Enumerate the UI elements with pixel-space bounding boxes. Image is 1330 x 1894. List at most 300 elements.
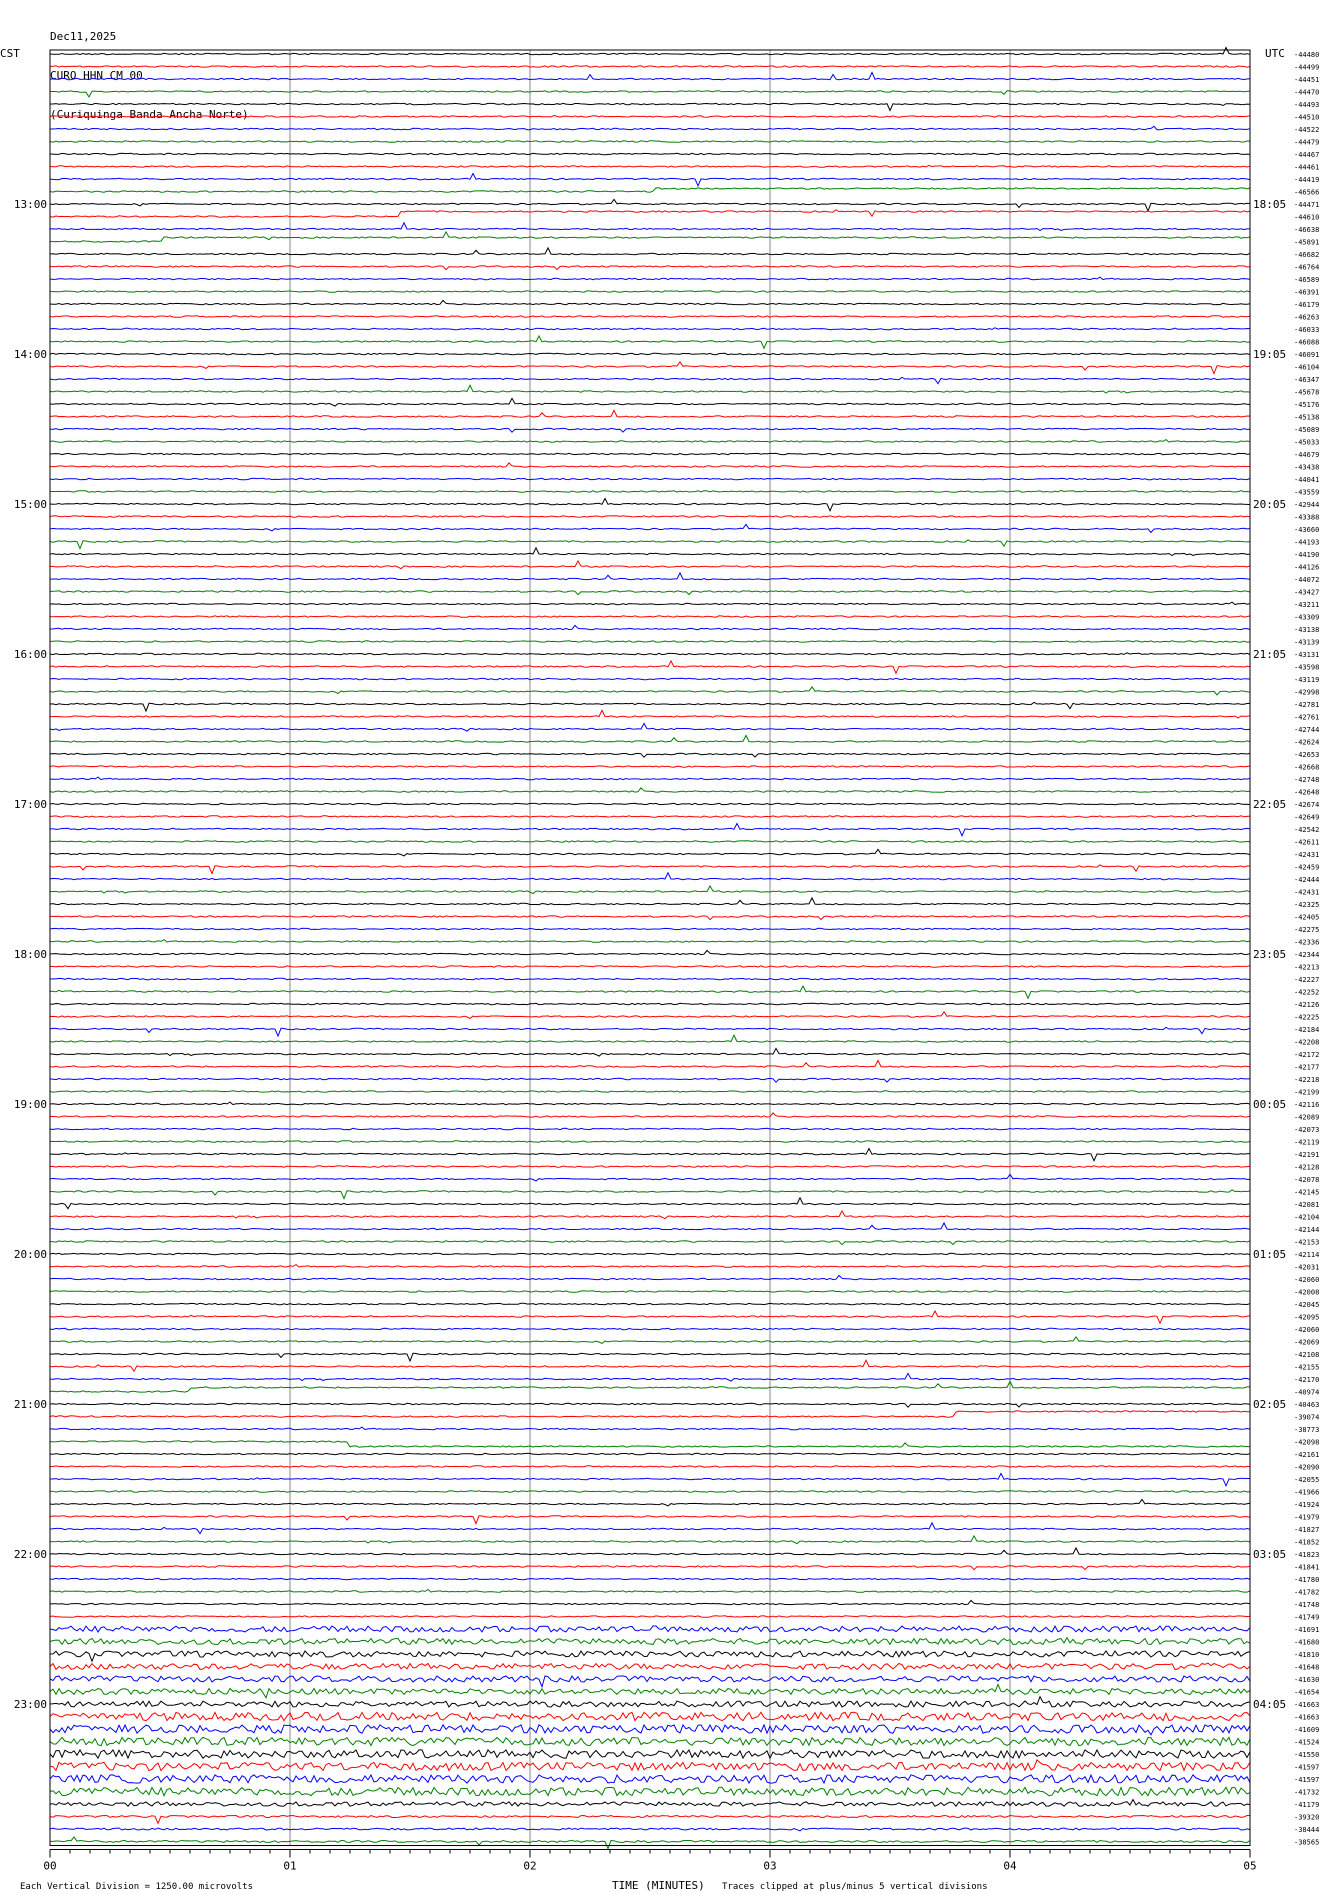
trace-offset-label: -42649 [1294,813,1320,822]
trace-line [50,1474,1250,1486]
trace-line [50,1253,1250,1254]
trace-line [50,1373,1250,1381]
trace-offset-label: -42119 [1294,1138,1320,1147]
trace-line [50,1265,1250,1268]
right-time-label: 03:05 [1253,1548,1287,1561]
trace-line [50,661,1250,673]
trace-offset-label: -40974 [1294,1388,1320,1397]
trace-offset-label: -43559 [1294,488,1320,497]
trace-line [50,174,1250,186]
trace-offset-label: -42252 [1294,988,1320,997]
trace-offset-label: -42444 [1294,876,1320,884]
trace-line [50,1590,1250,1593]
trace-line [50,428,1250,432]
trace-offset-label: -42108 [1294,1351,1320,1359]
trace-line [50,653,1250,655]
trace-offset-label: -42405 [1294,913,1320,922]
trace-offset-label: -42090 [1294,1463,1320,1472]
trace-offset-label: -42648 [1294,788,1320,797]
trace-line [50,966,1250,967]
trace-offset-label: -45033 [1294,438,1320,447]
left-time-label: 23:00 [13,1698,47,1711]
trace-offset-label: -42325 [1294,901,1320,909]
trace-line [50,788,1250,792]
trace-offset-label: -46033 [1294,326,1320,334]
trace-line [50,540,1250,549]
trace-line [50,1775,1250,1783]
trace-offset-label: -43211 [1294,601,1320,609]
station-code: CURO HHN CM 00 [50,69,143,82]
trace-offset-label: -41780 [1294,1576,1320,1584]
trace-line [50,625,1250,629]
trace-line [50,1141,1250,1142]
trace-line [50,1760,1250,1771]
trace-offset-label: -42177 [1294,1063,1320,1072]
trace-line [50,1174,1250,1181]
trace-offset-label: -42144 [1294,1226,1320,1234]
trace-line [50,1003,1250,1004]
trace-offset-label: -42098 [1294,1438,1320,1447]
trace-line [50,1149,1250,1161]
trace-line [50,1078,1250,1082]
trace-line [50,849,1250,856]
chart-date: Dec11,2025 [50,30,117,43]
trace-line [50,1166,1250,1167]
trace-offset-label: -43598 [1294,663,1320,672]
trace-line [50,328,1250,330]
trace-line [50,1190,1250,1199]
trace-offset-label: -42653 [1294,751,1320,759]
trace-line [50,478,1250,479]
trace-offset-label: -44479 [1294,138,1320,147]
trace-offset-label: -42078 [1294,1176,1320,1184]
trace-line [50,1291,1250,1292]
trace-offset-label: -44190 [1294,551,1320,559]
trace-offset-label: -46566 [1294,188,1320,197]
trace-line [50,1381,1250,1392]
trace-offset-label: -43139 [1294,638,1320,647]
x-tick-label: 03 [763,1859,777,1873]
trace-offset-label: -42459 [1294,863,1320,872]
trace-line [50,499,1250,511]
trace-line [50,91,1250,97]
trace-line [50,986,1250,998]
trace-line [50,1816,1250,1824]
trace-offset-label: -44470 [1294,88,1320,97]
trace-line [50,1060,1250,1067]
trace-offset-label: -46347 [1294,376,1320,384]
trace-offset-label: -42199 [1294,1088,1320,1097]
trace-offset-label: -42045 [1294,1301,1320,1309]
trace-line [50,548,1250,556]
trace-line [50,1737,1250,1745]
trace-line [50,710,1250,718]
trace-offset-label: -42744 [1294,726,1320,734]
trace-line [50,385,1250,393]
trace-line [50,353,1250,354]
trace-line [50,1128,1250,1129]
trace-offset-label: -42170 [1294,1376,1320,1384]
trace-offset-label: -45678 [1294,388,1320,397]
trace-offset-label: -45138 [1294,413,1320,422]
trace-line [50,1663,1250,1669]
trace-line [50,210,1250,217]
trace-offset-label: -42095 [1294,1313,1320,1322]
trace-offset-label: -42073 [1294,1126,1320,1134]
trace-line [50,1837,1250,1849]
trace-offset-label: -41609 [1294,1726,1320,1734]
trace-offset-label: -38444 [1294,1826,1320,1834]
trace-line [50,928,1250,929]
trace-offset-label: -42336 [1294,938,1320,947]
trace-line [50,1453,1250,1454]
trace-offset-label: -46104 [1294,363,1320,372]
trace-line [50,815,1250,817]
x-tick-label: 00 [43,1859,57,1873]
trace-offset-label: -44461 [1294,163,1320,172]
trace-line [50,266,1250,270]
trace-offset-label: -44451 [1294,76,1320,84]
trace-offset-label: -42116 [1294,1101,1320,1109]
trace-offset-label: -44072 [1294,576,1320,584]
left-time-label: 15:00 [13,498,47,511]
trace-line [50,561,1250,569]
trace-line [50,865,1250,874]
trace-offset-label: -41524 [1294,1738,1320,1747]
trace-offset-label: -44419 [1294,176,1320,184]
trace-line [50,687,1250,695]
trace-offset-label: -41841 [1294,1563,1320,1572]
trace-line [50,103,1250,110]
trace-line [50,1499,1250,1506]
trace-line [50,1427,1250,1430]
right-timezone-label: UTC [1265,47,1285,60]
trace-line [50,1750,1250,1758]
trace-line [50,824,1250,836]
trace-line [50,316,1250,317]
trace-line [50,165,1250,167]
trace-offset-label: -44499 [1294,63,1320,72]
trace-line [50,940,1250,943]
trace-offset-label: -42089 [1294,1113,1320,1122]
trace-offset-label: -42153 [1294,1238,1320,1247]
trace-line [50,1241,1250,1245]
trace-line [50,248,1250,255]
trace-offset-label: -42114 [1294,1251,1320,1259]
left-time-label: 22:00 [13,1548,47,1561]
trace-line [50,1403,1250,1407]
trace-line [50,1638,1250,1645]
trace-line [50,1337,1250,1344]
trace-offset-label: -43427 [1294,588,1320,597]
trace-offset-label: -42225 [1294,1013,1320,1022]
trace-offset-label: -41782 [1294,1588,1320,1597]
trace-offset-label: -44493 [1294,101,1320,109]
trace-line [50,1353,1250,1361]
trace-line [50,602,1250,605]
trace-line [50,1523,1250,1534]
x-axis-title: TIME (MINUTES) [612,1879,705,1892]
right-time-label: 23:05 [1253,948,1287,961]
trace-offset-label: -40463 [1294,1401,1320,1409]
trace-offset-label: -41852 [1294,1538,1320,1547]
right-time-label: 22:05 [1253,798,1287,811]
right-time-label: 01:05 [1253,1248,1287,1261]
trace-offset-label: -44679 [1294,451,1320,459]
trace-line [50,1548,1250,1555]
trace-group [50,48,1250,1849]
trace-line [50,1697,1250,1707]
trace-offset-label: -42998 [1294,688,1320,697]
trace-line [50,199,1250,211]
trace-line [50,291,1250,292]
trace-line [50,141,1250,142]
trace-offset-label: -41630 [1294,1676,1320,1684]
right-time-label: 20:05 [1253,498,1287,511]
trace-line [50,490,1250,492]
trace-offset-label: -41691 [1294,1626,1320,1634]
trace-offset-label: -41663 [1294,1701,1320,1709]
trace-line [50,1684,1250,1697]
right-time-label: 18:05 [1253,198,1287,211]
trace-offset-label: -41550 [1294,1751,1320,1759]
left-time-label: 20:00 [13,1248,47,1261]
trace-line [50,453,1250,454]
x-tick-label: 02 [523,1859,537,1873]
trace-offset-label: -44126 [1294,563,1320,572]
trace-offset-label: -42161 [1294,1451,1320,1459]
trace-offset-label: -46088 [1294,338,1320,347]
trace-offset-label: -42172 [1294,1051,1320,1059]
trace-line [50,1651,1250,1661]
trace-line [50,898,1250,905]
trace-line [50,1441,1250,1447]
trace-offset-label: -42944 [1294,501,1320,509]
trace-offset-label: -42145 [1294,1188,1320,1197]
trace-line [50,1536,1250,1544]
trace-offset-label: -42748 [1294,776,1320,784]
trace-line [50,1411,1250,1417]
trace-offset-label: -42431 [1294,888,1320,897]
trace-offset-label: -42128 [1294,1163,1320,1172]
trace-line [50,591,1250,595]
trace-offset-label: -42126 [1294,1001,1320,1009]
trace-offset-label: -42184 [1294,1026,1320,1034]
trace-offset-label: -46682 [1294,251,1320,259]
trace-offset-label: -42060 [1294,1276,1320,1284]
trace-offset-label: -41749 [1294,1613,1320,1622]
left-time-label: 18:00 [13,948,47,961]
trace-line [50,377,1250,383]
trace-line [50,1328,1250,1329]
trace-line [50,1566,1250,1570]
trace-line [50,232,1250,242]
trace-offset-label: -45891 [1294,238,1320,247]
trace-offset-label: -45176 [1294,401,1320,409]
trace-line [50,766,1250,767]
trace-offset-label: -39074 [1294,1413,1320,1422]
trace-line [50,1616,1250,1617]
trace-offset-label: -44193 [1294,538,1320,547]
right-time-label: 19:05 [1253,348,1287,361]
trace-line [50,223,1250,231]
trace-offset-label: -41179 [1294,1801,1320,1809]
trace-offset-label: -41979 [1294,1513,1320,1522]
left-time-label: 21:00 [13,1398,47,1411]
trace-offset-label: -42155 [1294,1363,1320,1372]
trace-offset-label: -42191 [1294,1151,1320,1159]
trace-line [50,66,1250,67]
trace-offset-label: -44480 [1294,51,1320,59]
trace-line [50,1035,1250,1042]
trace-offset-label: -44471 [1294,201,1320,209]
trace-offset-label: -41732 [1294,1788,1320,1797]
trace-offset-label: -41748 [1294,1601,1320,1609]
trace-line [50,1491,1250,1492]
trace-offset-label: -41827 [1294,1526,1320,1534]
trace-offset-label: -42213 [1294,963,1320,972]
trace-line [50,1303,1250,1304]
trace-offset-label: -42624 [1294,738,1320,747]
trace-offset-label: -42060 [1294,1326,1320,1334]
trace-line [50,1712,1250,1720]
trace-offset-label: -46091 [1294,351,1320,359]
left-time-label: 17:00 [13,798,47,811]
trace-line [50,463,1250,467]
trace-offset-label: -41663 [1294,1713,1320,1722]
trace-offset-label: -41966 [1294,1488,1320,1497]
trace-line [50,1275,1250,1279]
trace-offset-label: -43388 [1294,513,1320,522]
trace-line [50,1828,1250,1831]
trace-line [50,516,1250,517]
trace-offset-label: -42668 [1294,763,1320,772]
trace-line [50,115,1250,117]
right-time-label: 00:05 [1253,1098,1287,1111]
trace-line [50,886,1250,894]
trace-line [50,72,1250,79]
trace-line [50,1360,1250,1371]
trace-offset-label: -44610 [1294,213,1320,222]
trace-offset-label: -42208 [1294,1038,1320,1047]
trace-line [50,678,1250,679]
trace-line [50,362,1250,374]
trace-offset-label: -42674 [1294,801,1320,809]
trace-offset-label: -42761 [1294,713,1320,722]
left-time-label: 14:00 [13,348,47,361]
right-time-label: 04:05 [1253,1698,1287,1711]
trace-offset-label: -41597 [1294,1763,1320,1772]
trace-line [50,978,1250,979]
trace-line [50,1012,1250,1019]
grid-lines [290,50,1010,1846]
trace-offset-label: -42081 [1294,1201,1320,1209]
trace-line [50,1725,1250,1735]
x-tick-label: 04 [1003,1859,1017,1873]
trace-line [50,126,1250,129]
trace-offset-label: -42275 [1294,926,1320,934]
trace-offset-label: -41648 [1294,1663,1320,1672]
trace-offset-label: -42055 [1294,1476,1320,1484]
trace-offset-label: -44041 [1294,476,1320,484]
trace-offset-label: -41680 [1294,1638,1320,1647]
trace-line [50,1048,1250,1056]
trace-offset-label: -39320 [1294,1813,1320,1822]
trace-offset-label: -46391 [1294,288,1320,297]
trace-line [50,1113,1250,1117]
trace-line [50,48,1250,55]
trace-offset-label: -42781 [1294,701,1320,709]
trace-offset-label: -41924 [1294,1501,1320,1509]
left-time-label: 13:00 [13,198,47,211]
trace-offset-label: -46638 [1294,226,1320,234]
trace-line [50,300,1250,304]
trace-offset-label: -42542 [1294,826,1320,834]
clip-note: Traces clipped at plus/minus 5 vertical divisions [722,1882,988,1892]
trace-line [50,723,1250,731]
right-time-label: 02:05 [1253,1398,1287,1411]
trace-line [50,1223,1250,1230]
trace-line [50,1198,1250,1209]
left-timezone-label: CST [0,47,20,60]
trace-line [50,777,1250,780]
trace-line [50,803,1250,804]
trace-offset-label: -42344 [1294,951,1320,959]
trace-line [50,841,1250,842]
trace-offset-label: -42031 [1294,1263,1320,1272]
trace-line [50,1800,1250,1807]
trace-line [50,524,1250,532]
trace-line [50,1211,1250,1219]
trace-line [50,153,1250,154]
trace-offset-label: -43138 [1294,626,1320,634]
x-tick-label: 05 [1243,1859,1257,1873]
trace-offset-label: -42069 [1294,1338,1320,1347]
trace-offset-label: -46263 [1294,313,1320,322]
trace-line [50,1578,1250,1579]
trace-line [50,735,1250,742]
trace-offset-label: -44522 [1294,126,1320,134]
trace-offset-label: -38773 [1294,1426,1320,1434]
trace-offset-label: -44467 [1294,151,1320,159]
trace-line [50,702,1250,711]
trace-offset-label: -43309 [1294,613,1320,622]
trace-line [50,398,1250,406]
trace-offset-label: -42227 [1294,976,1320,984]
trace-line [50,1626,1250,1632]
trace-offset-label: -43438 [1294,463,1320,472]
trace-offset-label: -42431 [1294,851,1320,859]
trace-offset-label: -41654 [1294,1688,1320,1697]
trace-offset-label: -42611 [1294,838,1320,847]
scale-note: Each Vertical Division = 1250.00 microvolts [20,1882,253,1892]
trace-line [50,573,1250,580]
x-tick-label: 01 [283,1859,297,1873]
trace-line [50,1466,1250,1467]
trace-line [50,916,1250,920]
trace-line [50,410,1250,417]
trace-line [50,950,1250,954]
trace-line [50,277,1250,280]
trace-offset-label: -46589 [1294,276,1320,284]
trace-line [50,1027,1250,1036]
trace-line [50,1102,1250,1105]
label-group [0,47,1319,1873]
trace-line [50,336,1250,348]
left-time-label: 16:00 [13,648,47,661]
trace-offset-label: -45089 [1294,426,1320,434]
trace-line [50,440,1250,443]
